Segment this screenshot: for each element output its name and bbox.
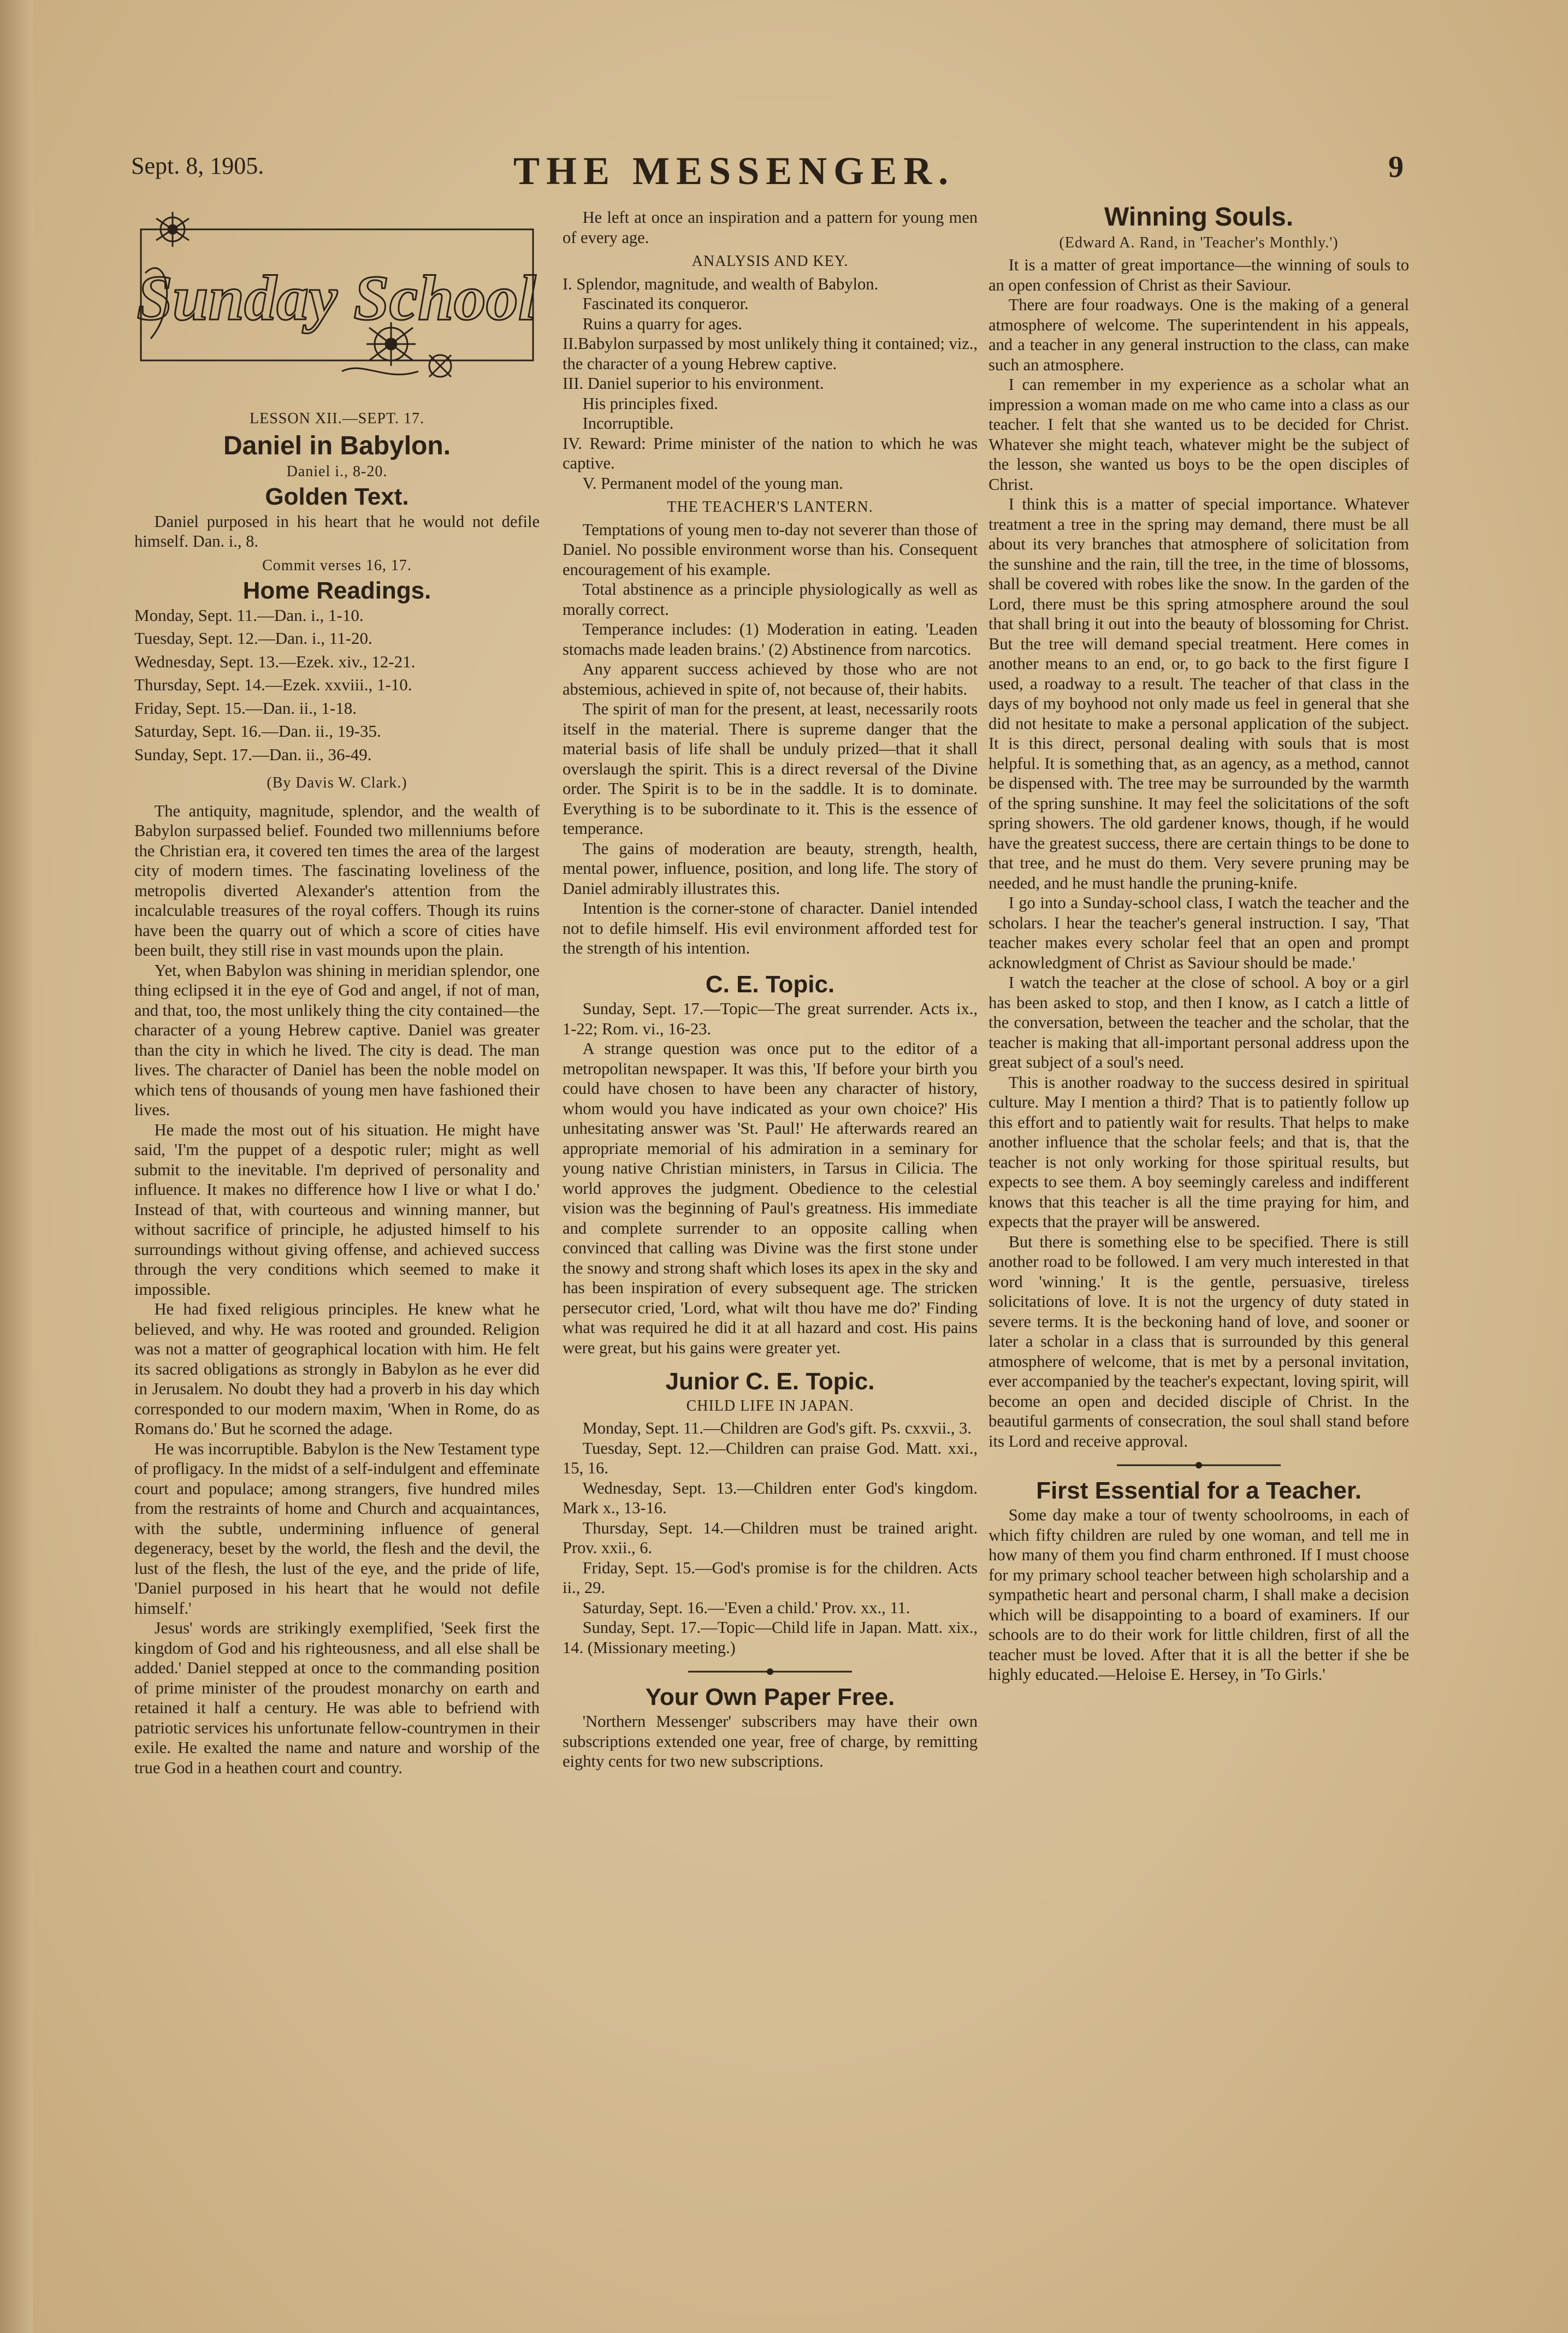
key-line: II.Babylon surpassed by most unlikely thing it contained; viz., the character of a young Hebrew captive. (563, 334, 978, 373)
lantern-heading: THE TEACHER'S LANTERN. (667, 499, 873, 516)
analysis-key (563, 274, 978, 494)
paragraph: The antiquity, magnitude, splendor, and the wealth of Babylon surpassed belief. Founded two millenniums before the Christian era, it covered ten times the area of the largest city of modern times. The fascinating loveliness of the metropolis diverted Alexander's attention from the incalculable treasures of the royal coffers. Though its ruins have been the quarry out of which a score of cities have been built, they still rise in vast mounds upon the plain. (134, 801, 540, 960)
paragraph: But there is something else to be specified. There is still another road to be followed. I am very much interested in that word 'winning.' It is the gentle, persuasive, tireless solicitations of love. It is not the urgency of duty stated in severe terms. It is the beckoning hand of love, and sooner or later a scholar in a class that is surrounded by this general atmosphere of welcome, that is met by a personal invitation, ever accompanied by the teacher's expectant, loving spirit, will become an open and decided disciple of Christ. In the beautiful garments of consecration, the soul shall stand before its Lord and receive approval. (989, 1232, 1409, 1450)
paragraph: 'Northern Messenger' subscribers may have their own subscriptions extended one year, free of charge, by remitting eighty cents for two new subscriptions. (563, 1712, 978, 1771)
paragraph: Jesus' words are strikingly exemplified, 'Seek first the kingdom of God and his righteousness, and all else shall be added.' Daniel stepped at once to the commanding position of prime minister of the proudest monarchy on earth and retained it half a century. He was able to befriend with patriotic services his unfortunate fellow-countrymen in their exile. He exalted the name and nature and worship of the true God in a heathen court and country. (134, 1619, 540, 1777)
golden-text-heading: Golden Text. (265, 483, 409, 510)
logo-text: Sunday School (137, 262, 536, 334)
lesson-reference: Daniel i., 8-20. (286, 463, 388, 480)
reading-line: Saturday, Sept. 16.—Dan. ii., 19-35. (134, 721, 381, 741)
winning-souls-byline: (Edward A. Rand, in 'Teacher's Monthly.') (1059, 234, 1339, 251)
byline: (By Davis W. Clark.) (267, 774, 407, 791)
lesson-number: LESSON XII.—SEPT. 17. (250, 410, 424, 427)
paragraph: This is another roadway to the success desired in spiritual culture. May I mention a third? That is to patiently follow up this effort and to patiently wait for results. That helps to make another influence that the scholar feels; and that is, that the teacher is not only working for those spiritual results, but expects to see them. A boy seemingly careless and indifferent knows that this teacher is all the time praying for him, and expects that the prayer will be answered. (989, 1073, 1409, 1231)
paragraph: He left at once an inspiration and a pattern for young men of every age. (563, 208, 978, 247)
key-line: Fascinated its conqueror. (582, 294, 749, 313)
key-line: IV. Reward: Prime minister of the nation to which he was captive. (563, 434, 978, 472)
key-line: III. Daniel superior to his environment. (563, 374, 824, 393)
paragraph: Total abstinence as a principle physiologically as well as morally correct. (563, 580, 978, 619)
ornament-rule-icon (688, 1666, 852, 1677)
paragraph: It is a matter of great importance—the winning of souls to an open confession of Christ as their Saviour. (989, 256, 1409, 294)
key-line: His principles fixed. (582, 394, 718, 413)
header-title: THE MESSENGER. (513, 149, 955, 193)
ornament-rule-icon (1117, 1460, 1281, 1471)
divider-rule (989, 1455, 1409, 1476)
lesson-title: Daniel in Babylon. (223, 431, 451, 460)
divider-rule (563, 1662, 978, 1682)
key-line: Ruins a quarry for ages. (582, 314, 742, 333)
header-date: Sept. 8, 1905. (131, 152, 264, 179)
paragraph: I go into a Sunday-school class, I watch the teacher and the scholars. I hear the teacher's general instruction. I say, 'That teacher makes every scholar feel that an open and prompt acknowledgment of Christ as Saviour should be made.' (989, 893, 1409, 972)
home-readings-heading: Home Readings. (242, 577, 431, 604)
reading-line: Friday, Sept. 15.—Dan. ii., 1-18. (134, 698, 357, 718)
paragraph: There are four roadways. One is the making of a general atmosphere of welcome. The superintendent in his appeals, and a teacher in any general instruction to the class, can make such an atmosphere. (989, 295, 1409, 374)
paragraph: Monday, Sept. 11.—Children are God's gift. Ps. cxxvii., 3. (582, 1419, 972, 1437)
key-line: Incorruptible. (582, 414, 674, 433)
paragraph: I watch the teacher at the close of school. A boy or a girl has been asked to stop, and then I know, as I catch a little of the conversation, between the teacher and the scholar, that the teacher is making that all-important personal address upon the great subject of a soul's need. (989, 973, 1409, 1071)
paragraph: He made the most out of his situation. He might have said, 'I'm the puppet of a despotic ruler; might as well submit to the inevitable. I'm deprived of personality and influence. It makes no difference how I live or what I do.' Instead of that, with courteous and winning manner, but without sacrifice of principle, he adjusted himself to his surroundings without giving offense, and achieved success through the very conditions which seemed to make it impossible. (134, 1120, 540, 1299)
page-edge-shadow (0, 0, 33, 2333)
paragraph: Saturday, Sept. 16.—'Even a child.' Prov. xx., 11. (582, 1598, 910, 1617)
column-lesson-notes (563, 208, 978, 1772)
paragraph: Temptations of young men to-day not severer than those of Daniel. No possible environment worse than his. Consequent encouragement of his example. (563, 520, 978, 579)
paragraph: The spirit of man for the present, at least, necessarily roots itself in the material. There is supreme danger that the material basis of life shall be unduly prized—that it shall overslaugh the spirit. This is a direct reversal of the Divine order. The Spirit is to be in the saddle. It is to dominate. Everything is to be subordinate to it. This is the essence of temperance. (563, 700, 978, 838)
reading-line: Monday, Sept. 11.—Dan. i., 1-10. (134, 605, 364, 625)
first-essential-heading: First Essential for a Teacher. (1036, 1477, 1362, 1504)
paragraph: Some day make a tour of twenty schoolrooms, in each of which fifty children are ruled by one woman, and tell me in how many of them you find charm enthroned. If I must choose for my primary school teacher between high scholarship and a sympathetic heart and personal charm, I shall make a decision which will be disappointing to a board of examiners. If our schools are to do their work for little children, first of all the teacher must be loved. After that it is all the better if she be highly educated.—Heloise E. Hersey, in 'To Girls.' (989, 1506, 1409, 1684)
paragraph: The gains of moderation are beauty, strength, health, mental power, influence, position, and long life. The story of Daniel admirably illustrates this. (563, 839, 978, 898)
golden-text: Daniel purposed in his heart that he would not defile himself. Dan. i., 8. (134, 512, 540, 550)
paragraph: Tuesday, Sept. 12.—Children can praise God. Matt. xxi., 15, 16. (563, 1438, 978, 1477)
key-line: I. Splendor, magnitude, and wealth of Babylon. (563, 274, 879, 293)
paragraph: He was incorruptible. Babylon is the New Testament type of profligacy. In the midst of a self-indulgent and effeminate court and populace; among strangers, five hundred miles from the restraints of home and Church and acquaintances, with the subtle, undermining influence of general degeneracy, beset by the world, the flesh and the devil, the lust of the flesh, the lust of the eye, and the pride of life, 'Daniel purposed in his heart that he would not defile himself.' (134, 1439, 540, 1618)
paragraph: Yet, when Babylon was shining in meridian splendor, one thing eclipsed it in the eye of God and angel, if not of man, and that, too, the most unlikely thing the city contained—the character of a young Hebrew captive. Daniel was greater than the city in which he lived. The city is dead. The man lives. The character of Daniel has been the noble model on which tens of thousands of young men have fashioned their lives. (134, 961, 540, 1119)
ce-topic-heading: C. E. Topic. (705, 970, 835, 998)
page-header (131, 149, 1404, 201)
paragraph: Friday, Sept. 15.—God's promise is for the children. Acts ii., 29. (563, 1558, 978, 1597)
paragraph: He had fixed religious principles. He knew what he believed, and why. He was rooted and grounded. Religion was not a matter of geographical location with him. He felt its sacred obligations as strongly in Babylon as he ever did in Jerusalem. No doubt they had a proverb in his day which corresponded to our modern maxim, 'When in Rome, do as Romans do.' But he scorned the adage. (134, 1300, 540, 1438)
own-paper-heading: Your Own Paper Free. (645, 1683, 895, 1710)
column-sunday-school (134, 208, 540, 1778)
paragraph: Sunday, Sept. 17.—Topic—Child life in Japan. Matt. xix., 14. (Missionary meeting.) (563, 1618, 978, 1657)
reading-line: Tuesday, Sept. 12.—Dan. i., 11-20. (134, 629, 372, 648)
paragraph: Wednesday, Sept. 13.—Children enter God's kingdom. Mark x., 13-16. (563, 1478, 978, 1517)
key-line: V. Permanent model of the young man. (582, 473, 843, 493)
header-page-number: 9 (1388, 150, 1404, 184)
column-winning-souls (989, 203, 1409, 1685)
paragraph: Thursday, Sept. 14.—Children must be trained aright. Prov. xxii., 6. (563, 1518, 978, 1557)
analysis-heading: ANALYSIS AND KEY. (691, 253, 849, 270)
paragraph: Any apparent success achieved by those who are not abstemious, achieved in spite of, not because of, their habits. (563, 660, 978, 698)
paragraph: A strange question was once put to the editor of a metropolitan newspaper. It was this, 'If before your birth you could have chosen to have been any character of history, whom would you have indicated as your own choice?' His unhesitating answer was 'St. Paul!' He afterwards reared an appropriate memorial of his admiration in a seminary for young native Christian ministers, in Tarsus in Cilicia. The world approves the judgment. Obedience to the celestial vision was the beginning of Paul's greatness. His immediate and complete surrender to an opposite calling when convinced that calling was Divine was the first stone under the snowy and strong shaft which loses its apex in the sky and has been inspiration of every subsequent age. The stricken persecutor cried, 'Lord, what wilt thou have me do?' Finding what was required he did it at all hazard and cost. His pains were great, but his gains were greater yet. (563, 1039, 978, 1357)
sunday-school-logo (134, 208, 540, 388)
junior-ce-subheading: CHILD LIFE IN JAPAN. (686, 1397, 854, 1414)
paragraph: Intention is the corner-stone of character. Daniel intended not to defile himself. His evil environment afforded test for the strength of his intention. (563, 899, 978, 957)
paragraph: Temperance includes: (1) Moderation in eating. 'Leaden stomachs made leaden brains.' (2) Abstinence from narcotics. (563, 620, 978, 659)
paragraph: I think this is a matter of special importance. Whatever treatment a tree in the spring may demand, there must be all about its very branches that atmosphere of solicitation from the sunshine and the rain, till the tree, in the time of blossoms, shall be covered with robes like the snow. In the garden of the Lord, there must be this spring atmosphere around the soul that shall bring it out into the beauty of blossoming for Christ. But the tree will demand special treatment. Here comes in another means to an end, or, to go back to the first figure I used, a roadway to a result. The teacher of that class in the days of my boyhood not only made us feel in general that she did not hesitate to make a personal application of the subject. It is this direct, personal dealing with souls that is most helpful. It is something that, as an agency, as a method, cannot be dispensed with. The tree may be surrounded by the warmth of the spring sunshine. It may feel the solicitations of the soft spring showers. The old gardener knows, though, if he would have the greatest success, there are certain things to be done to that tree, and he must do them. Very severe pruning may be needed, and he must handle the pruning-knife. (989, 495, 1409, 892)
paragraph: Sunday, Sept. 17.—Topic—The great surrender. Acts ix., 1-22; Rom. vi., 16-23. (563, 999, 978, 1038)
reading-line: Wednesday, Sept. 13.—Ezek. xiv., 12-21. (134, 652, 416, 671)
junior-ce-heading: Junior C. E. Topic. (665, 1368, 875, 1395)
reading-line: Sunday, Sept. 17.—Dan. ii., 36-49. (134, 744, 372, 764)
commit-verses: Commit verses 16, 17. (262, 556, 412, 574)
paragraph: I can remember in my experience as a scholar what an impression a woman made on me who came into a class as our teacher. I felt that she wanted us to be decided for Christ. Whatever she might teach, whatever might be the subject of the lesson, she wanted us boys to be the open disciples of Christ. (989, 375, 1409, 494)
winning-souls-heading: Winning Souls. (1104, 203, 1294, 232)
reading-line: Thursday, Sept. 14.—Ezek. xxviii., 1-10. (134, 675, 412, 694)
